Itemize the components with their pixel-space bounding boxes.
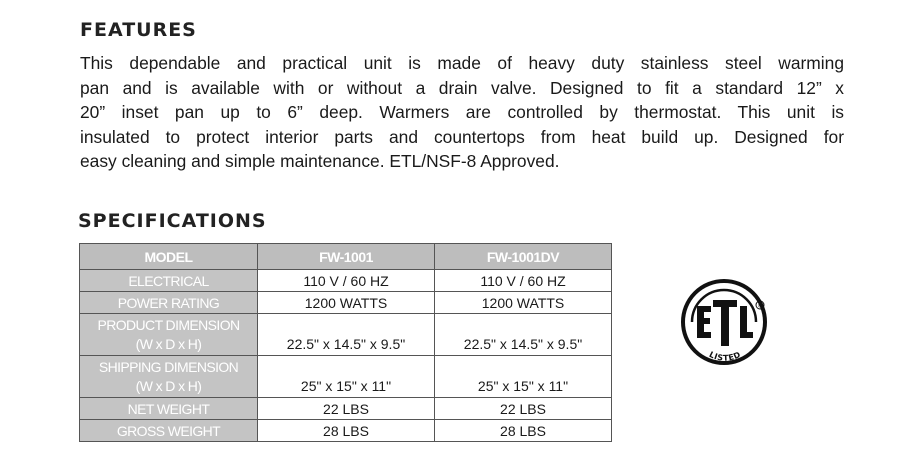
table-cell — [435, 356, 612, 398]
etl-listed-logo — [678, 272, 774, 372]
features-line: pan and is available with or without a drain valve. Designed to fit a standard 12” x — [80, 77, 844, 98]
features-paragraph — [80, 51, 844, 174]
column-header-model: MODEL — [80, 244, 258, 270]
table-header-row — [80, 244, 612, 270]
logo-letter-e — [697, 306, 711, 338]
table-cell: 22 LBS — [258, 398, 435, 420]
table-row — [80, 398, 612, 420]
table-cell — [258, 356, 435, 398]
row-label: POWER RATING — [80, 292, 258, 314]
cell-text: 22.5" x 14.5" x 9.5" — [286, 335, 406, 352]
table-cell: 110 V / 60 HZ — [435, 270, 612, 292]
table-cell: 28 LBS — [435, 420, 612, 442]
table-cell: 110 V / 60 HZ — [258, 270, 435, 292]
table-cell: 22 LBS — [435, 398, 612, 420]
row-label-line: PRODUCT DIMENSION — [97, 316, 240, 333]
row-label-line: SHIPPING DIMENSION — [98, 358, 239, 375]
specifications-table — [79, 243, 612, 442]
features-heading: FEATURES — [80, 19, 197, 41]
logo-listed-text: LISTED — [707, 349, 743, 363]
row-label-line: (W x D x H) — [135, 377, 202, 394]
table-row — [80, 420, 612, 442]
table-cell: 28 LBS — [258, 420, 435, 442]
table-cell — [435, 314, 612, 356]
row-label: NET WEIGHT — [80, 398, 258, 420]
features-line: This dependable and practical unit is made of heavy duty stainless steel warming — [80, 53, 844, 73]
table-row — [80, 356, 612, 398]
row-label — [80, 356, 258, 398]
column-header-fw-1001dv: FW-1001DV — [435, 244, 612, 270]
features-line: 20” inset pan up to 6” deep. Warmers are controlled by thermostat. This unit is — [80, 102, 844, 122]
table-cell — [258, 314, 435, 356]
cell-text: 25" x 15" x 11" — [477, 377, 569, 394]
table-cell: 1200 WATTS — [435, 292, 612, 314]
row-label — [80, 314, 258, 356]
logo-letter-t — [713, 300, 737, 346]
row-label-line: (W x D x H) — [135, 335, 202, 352]
logo-registered-mark: ® — [757, 303, 763, 310]
cell-text: 22.5" x 14.5" x 9.5" — [463, 335, 583, 352]
row-label: GROSS WEIGHT — [80, 420, 258, 442]
features-line: insulated to protect interior parts and countertops from heat build up. Designed for — [80, 126, 844, 147]
table-row — [80, 314, 612, 356]
logo-letter-l — [740, 306, 753, 338]
column-header-fw-1001: FW-1001 — [258, 244, 435, 270]
row-label: ELECTRICAL — [80, 270, 258, 292]
features-line: easy cleaning and simple maintenance. ETL/NSF-8 Approved. — [80, 151, 560, 171]
table-cell: 1200 WATTS — [258, 292, 435, 314]
table-row — [80, 270, 612, 292]
table-row — [80, 292, 612, 314]
specifications-heading: SPECIFICATIONS — [78, 210, 267, 232]
cell-text: 25" x 15" x 11" — [300, 377, 392, 394]
